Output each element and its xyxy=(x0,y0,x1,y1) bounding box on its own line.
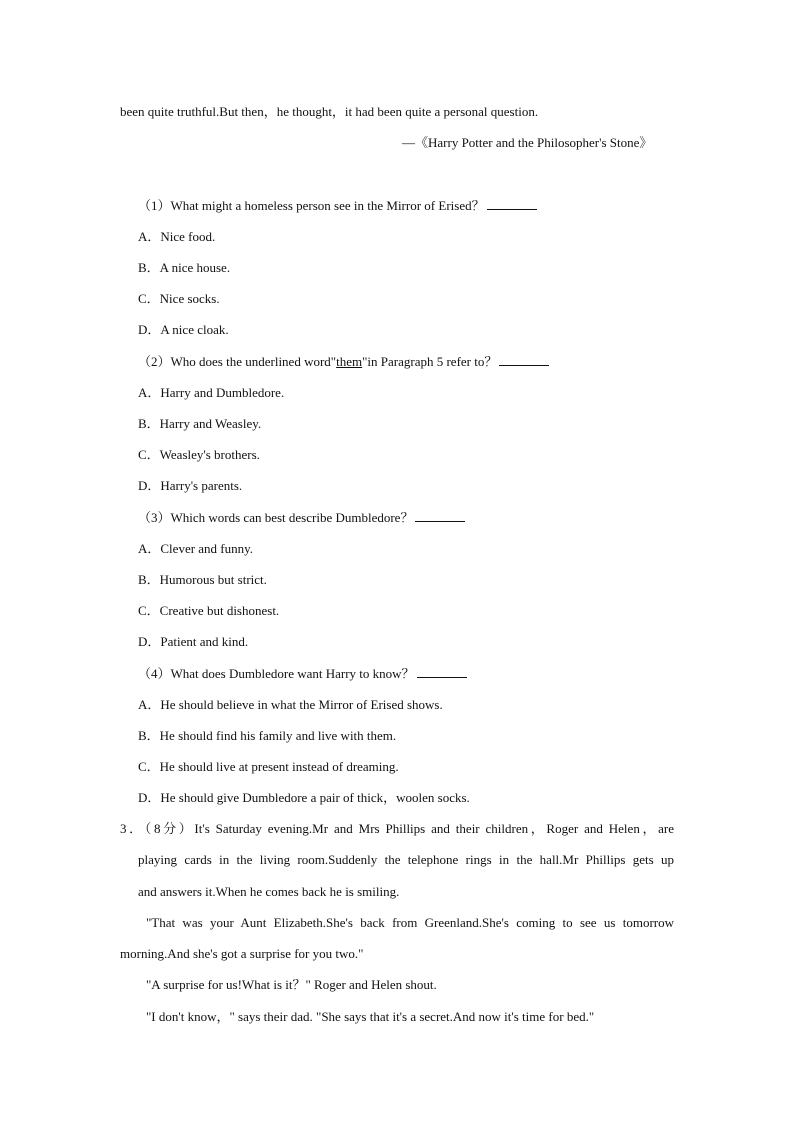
passage-3-line-5: morning.And she's got a surprise for you two." xyxy=(120,946,364,961)
underlined-word: them xyxy=(336,354,363,369)
question-2-stem xyxy=(138,353,549,370)
q1-option-c: C．Nice socks. xyxy=(138,291,220,306)
question-4-text: （4）What does Dumbledore want Harry to know？ xyxy=(138,666,415,681)
passage-closing-line: been quite truthful.But then，he thought，it had been quite a personal question. xyxy=(120,104,539,119)
q3-option-d: D．Patient and kind. xyxy=(138,634,249,649)
q2-option-c: C．Weasley's brothers. xyxy=(138,447,260,462)
q4-option-b: B．He should find his family and live with them. xyxy=(138,728,397,743)
question-3-stem xyxy=(138,509,465,526)
q2-option-a: A．Harry and Dumbledore. xyxy=(138,385,285,400)
question-3-text: （3）Which words can best describe Dumbledore？ xyxy=(138,510,414,525)
q1-option-d: D．A nice cloak. xyxy=(138,322,229,337)
question-1-stem xyxy=(138,197,537,214)
q1-option-a: A．Nice food. xyxy=(138,229,216,244)
passage-3-line-2: playing cards in the living room.Suddenly the telephone rings in the hall.Mr Phillips gets up xyxy=(138,852,674,867)
passage-3-line-1: 3．（8分）It's Saturday evening.Mr and Mrs Phillips and their children，Roger and Helen，are xyxy=(120,821,674,836)
answer-blank-2[interactable] xyxy=(499,353,549,366)
q2-option-d: D．Harry's parents. xyxy=(138,478,243,493)
q2-option-b: B．Harry and Weasley. xyxy=(138,416,262,431)
q4-option-d: D．He should give Dumbledore a pair of thick，woolen socks. xyxy=(138,790,470,805)
answer-blank-3[interactable] xyxy=(415,509,465,522)
question-4-stem xyxy=(138,665,467,682)
q1-option-b: B．A nice house. xyxy=(138,260,231,275)
q3-option-a: A．Clever and funny. xyxy=(138,541,254,556)
question-2-text-start: （2）Who does the underlined word" xyxy=(138,354,337,369)
passage-3-line-3: and answers it.When he comes back he is smiling. xyxy=(138,884,400,899)
question-1-text: （1）What might a homeless person see in the Mirror of Erised？ xyxy=(138,198,485,213)
passage-3-line-7: "I don't know，" says their dad. "She says that it's a secret.And now it's time for bed." xyxy=(146,1009,595,1024)
q4-option-c: C．He should live at present instead of dreaming. xyxy=(138,759,399,774)
source-citation: —《Harry Potter and the Philosopher's Stone》 xyxy=(402,135,653,150)
q3-option-b: B．Humorous but strict. xyxy=(138,572,267,587)
q4-option-a: A．He should believe in what the Mirror of Erised shows. xyxy=(138,697,443,712)
passage-3-line-6: "A surprise for us!What is it？" Roger and Helen shout. xyxy=(146,977,437,992)
answer-blank-1[interactable] xyxy=(487,197,537,210)
passage-3-line-4: "That was your Aunt Elizabeth.She's back from Greenland.She's coming to see us tomorrow xyxy=(146,915,674,930)
question-2-text-end: "in Paragraph 5 refer to？ xyxy=(362,354,498,369)
q3-option-c: C．Creative but dishonest. xyxy=(138,603,280,618)
answer-blank-4[interactable] xyxy=(417,665,467,678)
